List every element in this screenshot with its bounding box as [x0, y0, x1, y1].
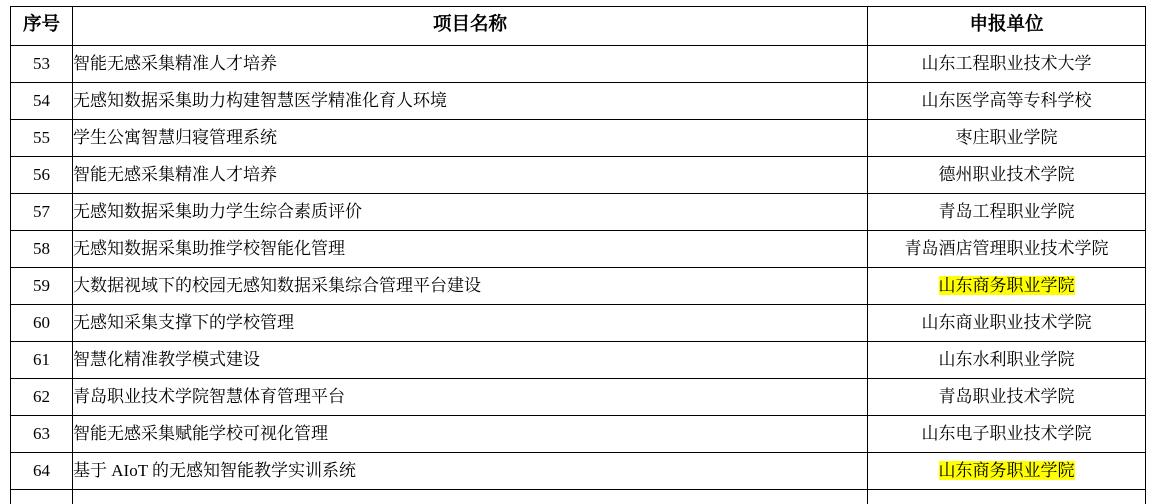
cell-project-name: 大数据视域下的校园无感知数据采集综合管理平台建设: [73, 268, 868, 305]
cell-project-name: 无感知数据采集助推学校智能化管理: [73, 231, 868, 268]
cell-seq: [11, 490, 73, 504]
table-body: [11, 46, 1146, 504]
unit-text: 山东商业职业技术学院: [921, 313, 1092, 333]
table-row: [11, 416, 1146, 453]
unit-text: 青岛酒店管理职业技术学院: [904, 239, 1109, 259]
cell-seq: 57: [11, 194, 73, 231]
cell-seq: 60: [11, 305, 73, 342]
unit-text: 山东电子职业技术学院: [921, 424, 1092, 444]
column-header-declaring-unit: 申报单位: [868, 7, 1146, 46]
table-header-row: [11, 7, 1146, 46]
cell-project-name: 智能无感采集赋能学校可视化管理: [73, 416, 868, 453]
cell-declaring-unit: [868, 490, 1146, 504]
cell-declaring-unit: [868, 416, 1146, 453]
table-header: [11, 7, 1146, 46]
table-row: [11, 157, 1146, 194]
table-row: [11, 342, 1146, 379]
highlighted-unit-text: 山东商务职业学院: [938, 461, 1075, 481]
cell-project-name: 智慧化精准教学模式建设: [73, 342, 868, 379]
table-row: [11, 379, 1146, 416]
cell-project-name: 智能无感采集精准人才培养: [73, 46, 868, 83]
cell-declaring-unit: [868, 268, 1146, 305]
cell-project-name: 无感知采集支撑下的学校管理: [73, 305, 868, 342]
cell-seq: 58: [11, 231, 73, 268]
cell-seq: 63: [11, 416, 73, 453]
unit-text: 青岛职业技术学院: [938, 387, 1075, 407]
table-row-partial: [11, 490, 1146, 504]
cell-declaring-unit: [868, 305, 1146, 342]
cell-declaring-unit: [868, 231, 1146, 268]
table-row: [11, 453, 1146, 490]
cell-seq: 53: [11, 46, 73, 83]
column-header-seq: 序号: [11, 7, 73, 46]
table-row: [11, 83, 1146, 120]
cell-project-name: 无感知数据采集助力学生综合素质评价: [73, 194, 868, 231]
cell-seq: 56: [11, 157, 73, 194]
cell-seq: 61: [11, 342, 73, 379]
cell-seq: 59: [11, 268, 73, 305]
unit-text: 山东医学高等专科学校: [921, 91, 1092, 111]
cell-project-name: 学生公寓智慧归寝管理系统: [73, 120, 868, 157]
cell-seq: 54: [11, 83, 73, 120]
table-row: [11, 305, 1146, 342]
cell-declaring-unit: [868, 379, 1146, 416]
cell-project-name: 无感知数据采集助力构建智慧医学精准化育人环境: [73, 83, 868, 120]
project-declaration-table: [10, 6, 1146, 504]
cell-project-name: 青岛职业技术学院智慧体育管理平台: [73, 379, 868, 416]
unit-text: 德州职业技术学院: [938, 165, 1075, 185]
cell-declaring-unit: [868, 453, 1146, 490]
cell-declaring-unit: [868, 342, 1146, 379]
cell-declaring-unit: [868, 120, 1146, 157]
table-row: [11, 120, 1146, 157]
cell-declaring-unit: [868, 194, 1146, 231]
table-row: [11, 268, 1146, 305]
unit-text: 青岛工程职业学院: [938, 202, 1075, 222]
unit-text: 山东工程职业技术大学: [921, 54, 1092, 74]
cell-declaring-unit: [868, 83, 1146, 120]
unit-text: 枣庄职业学院: [955, 128, 1058, 148]
table-row: [11, 46, 1146, 83]
table-row: [11, 194, 1146, 231]
cell-project-name: [73, 490, 868, 504]
unit-text: 山东水利职业学院: [938, 350, 1075, 370]
cell-seq: 55: [11, 120, 73, 157]
column-header-project-name: 项目名称: [73, 7, 868, 46]
cell-seq: 64: [11, 453, 73, 490]
cell-seq: 62: [11, 379, 73, 416]
cell-declaring-unit: [868, 157, 1146, 194]
cell-project-name: 基于 AIoT 的无感知智能教学实训系统: [73, 453, 868, 490]
cell-declaring-unit: [868, 46, 1146, 83]
table-row: [11, 231, 1146, 268]
cell-project-name: 智能无感采集精准人才培养: [73, 157, 868, 194]
highlighted-unit-text: 山东商务职业学院: [938, 276, 1075, 296]
